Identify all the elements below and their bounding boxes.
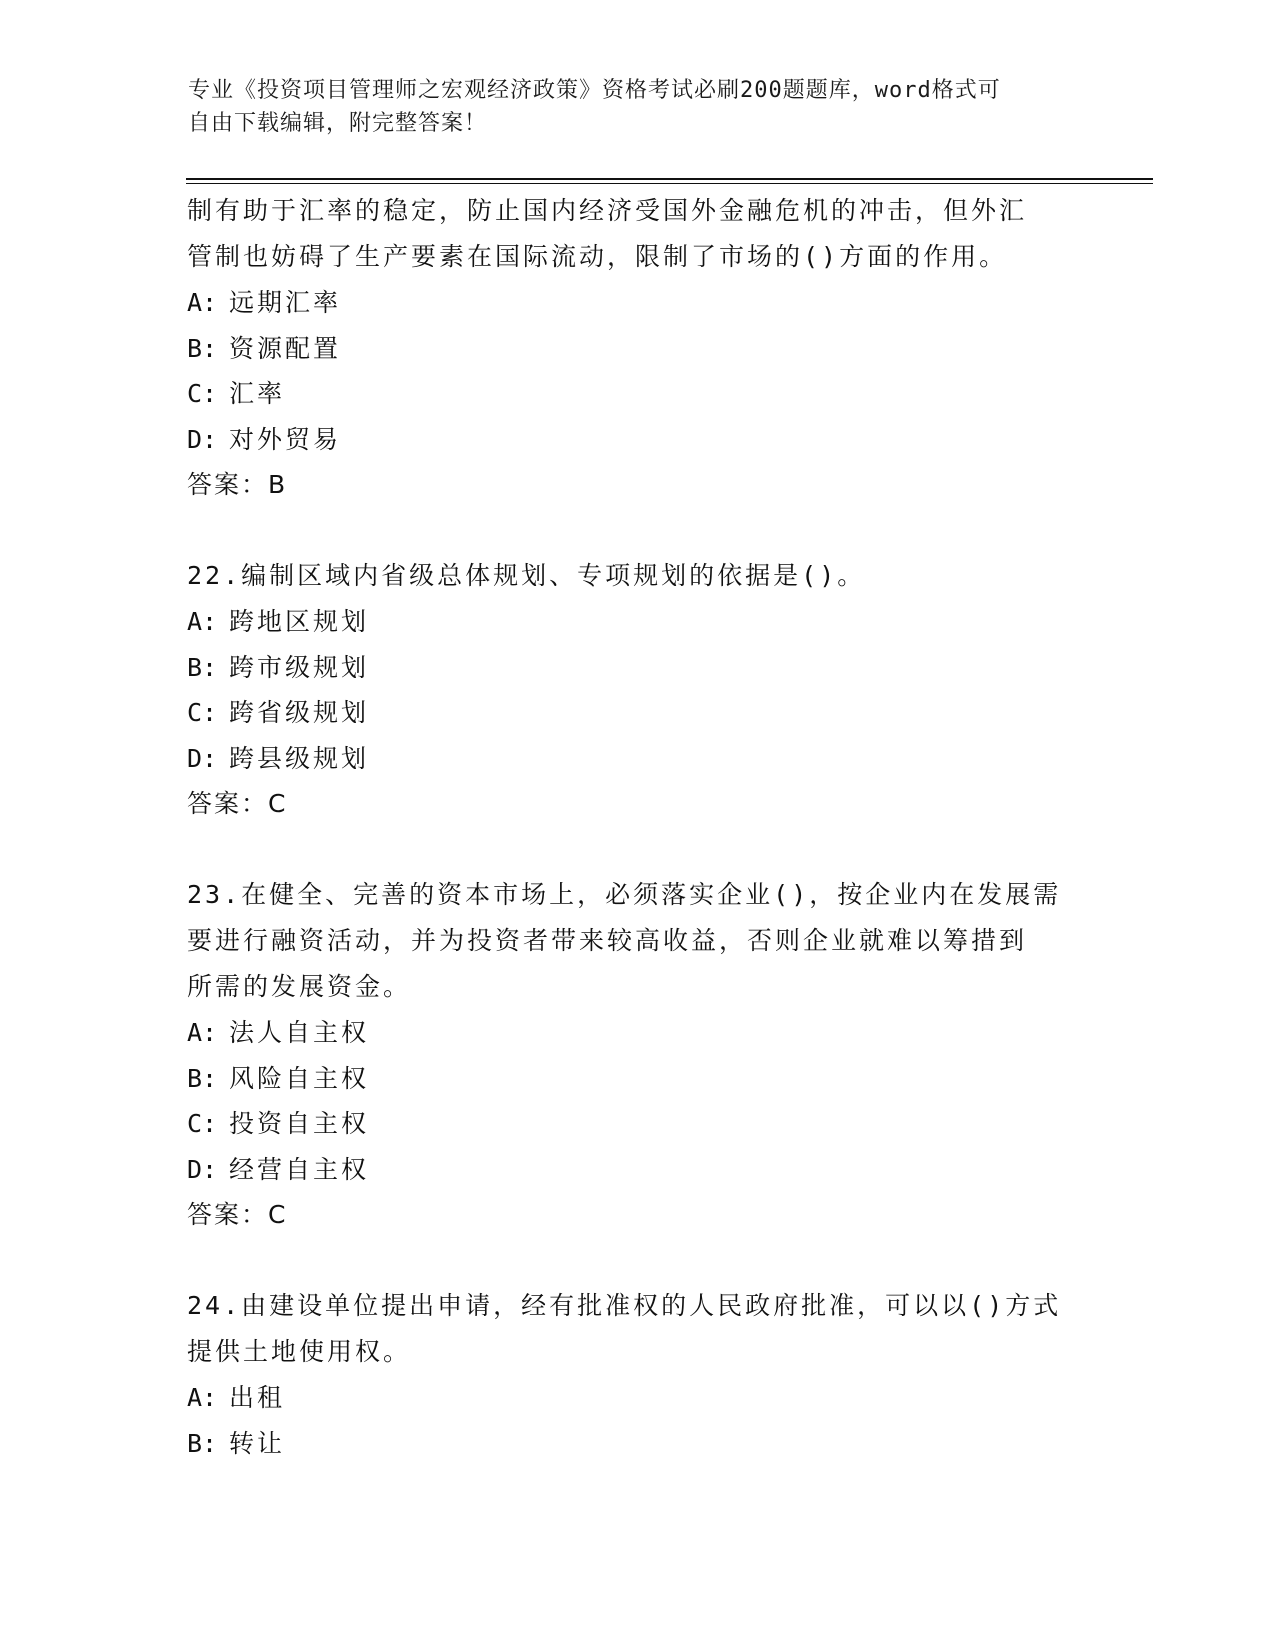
question-text-line: 要进行融资活动，并为投资者带来较高收益，否则企业就难以筹措到 bbox=[187, 926, 1028, 955]
option-text: 跨市级规划 bbox=[229, 652, 370, 682]
question-block bbox=[187, 553, 1087, 872]
header-line-1: 专业《投资项目管理师之宏观经济政策》资格考试必刷200题题库，word格式可 bbox=[188, 78, 1001, 103]
option-item bbox=[187, 280, 1087, 326]
option-letter: C: bbox=[187, 1109, 218, 1138]
option-text: 对外贸易 bbox=[229, 424, 342, 454]
option-item bbox=[187, 1056, 1087, 1102]
option-text: 远期汇率 bbox=[229, 288, 342, 317]
question-spacer bbox=[187, 508, 1087, 553]
option-letter: C: bbox=[187, 698, 218, 727]
question-text-line: 24.由建设单位提出申请，经有批准权的人民政府批准，可以以()方式 bbox=[187, 1291, 1062, 1320]
question-spacer bbox=[187, 1238, 1087, 1283]
question-text-line: 23.在健全、完善的资本市场上，必须落实企业()，按企业内在发展需 bbox=[187, 880, 1062, 909]
option-text: 跨地区规划 bbox=[229, 607, 370, 636]
option-item bbox=[187, 736, 1087, 782]
option-letter: B: bbox=[187, 1063, 218, 1093]
option-text: 经营自主权 bbox=[229, 1154, 370, 1184]
question-block bbox=[187, 872, 1087, 1283]
option-letter: C: bbox=[187, 379, 218, 408]
option-text: 跨省级规划 bbox=[229, 698, 370, 727]
option-text: 投资自主权 bbox=[229, 1109, 370, 1138]
option-letter: B: bbox=[187, 333, 218, 363]
option-letter: A: bbox=[187, 607, 218, 636]
option-text: 风险自主权 bbox=[229, 1063, 370, 1093]
question-text bbox=[187, 188, 1087, 280]
option-letter: A: bbox=[187, 1018, 218, 1047]
question-block bbox=[187, 1283, 1087, 1466]
option-text: 资源配置 bbox=[229, 333, 342, 363]
option-item bbox=[187, 1101, 1087, 1147]
option-letter: B: bbox=[187, 652, 218, 682]
question-text bbox=[187, 553, 1087, 599]
header-rule-thin bbox=[186, 183, 1153, 184]
question-text-line: 所需的发展资金。 bbox=[187, 972, 412, 1001]
option-item bbox=[187, 1421, 1087, 1467]
option-text: 法人自主权 bbox=[229, 1018, 370, 1047]
question-spacer bbox=[187, 827, 1087, 872]
option-letter: B: bbox=[187, 1428, 218, 1458]
option-item bbox=[187, 599, 1087, 645]
option-letter: D: bbox=[187, 1154, 218, 1184]
question-block bbox=[187, 188, 1087, 553]
option-letter: A: bbox=[187, 1383, 218, 1412]
option-text: 汇率 bbox=[229, 379, 286, 408]
option-item bbox=[187, 1375, 1087, 1421]
question-text-line: 管制也妨碍了生产要素在国际流动，限制了市场的()方面的作用。 bbox=[187, 242, 1008, 271]
option-item bbox=[187, 1147, 1087, 1193]
answer-text: 答案：C bbox=[187, 789, 288, 818]
question-list bbox=[187, 188, 1087, 1466]
option-text: 跨县级规划 bbox=[229, 743, 370, 773]
option-letter: D: bbox=[187, 424, 218, 454]
answer-text: 答案：B bbox=[187, 470, 288, 499]
header-rule-thick bbox=[186, 178, 1153, 180]
question-text-line: 制有助于汇率的稳定，防止国内经济受国外金融危机的冲击，但外汇 bbox=[187, 196, 1028, 225]
option-item bbox=[187, 1010, 1087, 1056]
option-letter: A: bbox=[187, 288, 218, 317]
question-text bbox=[187, 1283, 1087, 1375]
header-line-2: 自由下载编辑，附完整答案！ bbox=[188, 111, 488, 136]
option-item bbox=[187, 371, 1087, 417]
option-item bbox=[187, 417, 1087, 463]
option-item bbox=[187, 645, 1087, 691]
question-text-line: 22.编制区域内省级总体规划、专项规划的依据是()。 bbox=[187, 561, 866, 590]
option-text: 出租 bbox=[229, 1383, 286, 1412]
document-header bbox=[188, 74, 1068, 140]
option-item bbox=[187, 326, 1087, 372]
option-item bbox=[187, 690, 1087, 736]
answer-text: 答案：C bbox=[187, 1200, 288, 1229]
option-text: 转让 bbox=[229, 1428, 286, 1458]
question-text bbox=[187, 872, 1087, 1010]
option-letter: D: bbox=[187, 743, 218, 773]
question-text-line: 提供土地使用权。 bbox=[187, 1337, 412, 1366]
